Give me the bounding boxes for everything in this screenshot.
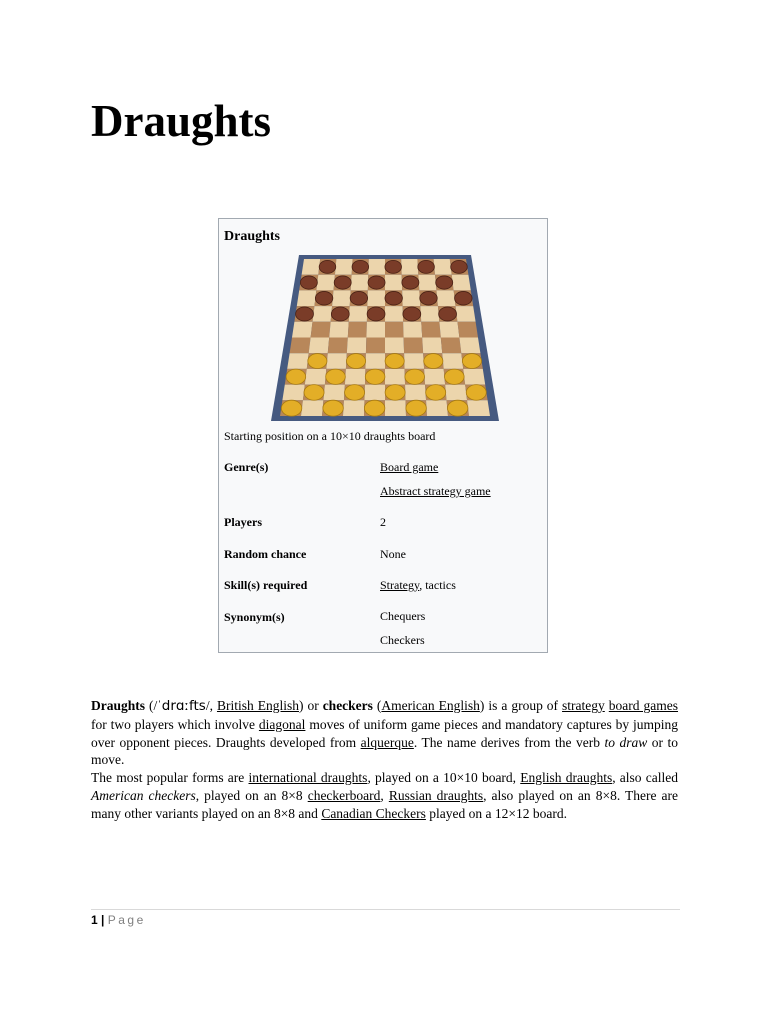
board-square xyxy=(367,290,385,306)
dark-piece xyxy=(385,260,402,273)
board-square xyxy=(420,306,439,322)
board-square xyxy=(332,290,351,306)
light-piece xyxy=(346,354,365,369)
board-square xyxy=(385,338,404,354)
board-square xyxy=(290,338,311,354)
board-square xyxy=(403,322,422,338)
dark-piece xyxy=(334,276,351,289)
american-english-link[interactable]: American English xyxy=(381,698,480,713)
dark-piece xyxy=(352,260,369,273)
board-square xyxy=(439,322,459,338)
infobox xyxy=(218,218,548,653)
board-square xyxy=(311,322,331,338)
board-square xyxy=(326,353,347,369)
dark-piece xyxy=(331,307,349,321)
light-piece xyxy=(406,400,426,416)
board-square xyxy=(351,275,369,291)
board-square xyxy=(404,353,424,369)
american-checkers-italic: American checkers xyxy=(91,787,196,803)
synonym-checkers: Checkers xyxy=(380,633,425,647)
light-piece xyxy=(308,354,327,369)
board-square xyxy=(302,259,321,275)
text-comma: , xyxy=(380,787,389,803)
board-square xyxy=(441,338,462,354)
strategy-link[interactable]: Strategy xyxy=(380,578,420,592)
board-square xyxy=(422,338,442,354)
document-title: Draughts xyxy=(91,96,272,146)
board-square xyxy=(347,338,367,354)
board-square xyxy=(418,275,436,291)
text-played-8: , played on an 8×8 xyxy=(195,787,308,803)
board-square xyxy=(401,259,418,275)
board-square xyxy=(297,290,317,306)
text-is-group: ) is a group of xyxy=(479,698,563,713)
text-or-to-move: or to move. xyxy=(91,734,679,768)
text-name-derives: . The name derives from the verb xyxy=(413,734,605,750)
board-square xyxy=(421,322,441,338)
paragraph-forms xyxy=(91,769,678,822)
light-piece xyxy=(447,400,467,416)
board-square xyxy=(328,338,348,354)
dark-piece xyxy=(315,291,332,305)
board-square xyxy=(323,385,344,401)
dark-piece xyxy=(368,276,385,289)
text-most-popular: The most popular forms are xyxy=(91,770,249,786)
board-square xyxy=(404,338,424,354)
text-for-two: for two players which involve xyxy=(91,716,259,732)
random-chance-value: None xyxy=(380,547,406,561)
dark-piece xyxy=(451,260,468,273)
board-square xyxy=(452,275,471,291)
board-square xyxy=(456,306,476,322)
board-square xyxy=(463,369,485,385)
board-square xyxy=(345,369,366,385)
term-checkers: checkers xyxy=(322,698,373,713)
dark-piece xyxy=(418,260,435,273)
board-square xyxy=(385,275,402,291)
dark-piece xyxy=(319,260,336,273)
body-text xyxy=(91,697,678,823)
english-draughts-link[interactable]: English draughts xyxy=(520,770,613,786)
text-played-10: , played on a 10×10 board, xyxy=(367,770,521,786)
page-label: Page xyxy=(107,913,146,927)
board-square xyxy=(436,290,455,306)
canadian-checkers-link[interactable]: Canadian Checkers xyxy=(321,805,426,821)
light-piece xyxy=(385,354,404,369)
board-square xyxy=(329,322,349,338)
dark-piece xyxy=(436,276,453,289)
light-piece xyxy=(286,369,306,384)
diagonal-link[interactable]: diagonal xyxy=(258,716,306,732)
board-square xyxy=(365,353,385,369)
text-also-played: , also played on an 8×8. There are many other variants played on an 8×8 and xyxy=(91,787,678,821)
board-square xyxy=(301,400,323,416)
dark-piece xyxy=(385,291,402,305)
ipa-open: (/ˈ xyxy=(145,698,162,713)
row-label-synonyms: Synonym(s) xyxy=(224,610,285,624)
light-piece xyxy=(304,385,324,401)
dark-piece xyxy=(350,291,367,305)
alquerque-link[interactable]: alquerque xyxy=(360,734,414,750)
light-piece xyxy=(365,369,385,384)
russian-draughts-link[interactable]: Russian draughts xyxy=(388,787,484,803)
skills-rest: , tactics xyxy=(419,578,456,592)
board-square xyxy=(385,400,406,416)
light-piece xyxy=(281,400,301,416)
draughts-board-image xyxy=(271,255,499,422)
ipa-pronunciation: drɑːfts xyxy=(161,698,206,714)
light-piece xyxy=(444,369,464,384)
board-square xyxy=(385,322,404,338)
row-label-random-chance: Random chance xyxy=(224,547,307,561)
strategy-body-link[interactable]: strategy xyxy=(562,698,605,713)
paragraph-intro xyxy=(91,697,678,769)
light-piece xyxy=(462,354,481,369)
dark-piece xyxy=(300,276,317,289)
board-square xyxy=(366,322,385,338)
board-square xyxy=(442,353,463,369)
light-piece xyxy=(424,354,443,369)
board-square xyxy=(467,400,490,416)
footer-divider xyxy=(91,909,680,910)
text-moves: moves of uniform game pieces and mandatory captures by jumping over opponent pieces. Draughts developed from xyxy=(91,716,678,750)
board-square xyxy=(349,306,368,322)
footer-separator: | xyxy=(97,913,108,927)
board-square xyxy=(434,259,452,275)
genre-abstract-strategy-link[interactable]: Abstract strategy game xyxy=(380,484,491,498)
light-piece xyxy=(345,385,365,401)
dark-piece xyxy=(367,307,385,321)
text-also-called: , also called xyxy=(612,770,678,786)
board-square xyxy=(282,385,304,401)
board-square xyxy=(368,259,385,275)
text-played-12: played on a 12×12 board. xyxy=(425,805,567,821)
text-open-paren: ( xyxy=(372,698,382,713)
light-piece xyxy=(466,385,486,401)
board-square xyxy=(445,385,467,401)
board-square xyxy=(426,400,448,416)
row-label-players: Players xyxy=(224,515,262,529)
dark-piece xyxy=(402,276,419,289)
board-square xyxy=(343,400,364,416)
to-draw-italic: to draw xyxy=(604,734,648,750)
board-square xyxy=(402,290,420,306)
board-games-link[interactable]: board games xyxy=(608,698,679,713)
board-square xyxy=(309,338,330,354)
board-square xyxy=(459,338,480,354)
dark-piece xyxy=(296,307,314,321)
text-or: ) or xyxy=(298,698,323,713)
board-square xyxy=(316,275,335,291)
board-square xyxy=(385,306,403,322)
page-footer xyxy=(91,913,146,927)
light-piece xyxy=(385,385,405,401)
board-square xyxy=(287,353,308,369)
board-square xyxy=(335,259,353,275)
board-square xyxy=(424,369,445,385)
row-label-skills: Skill(s) required xyxy=(224,578,308,592)
players-value: 2 xyxy=(380,515,386,529)
board-square xyxy=(364,385,385,401)
board-square xyxy=(366,338,385,354)
term-draughts: Draughts xyxy=(91,698,146,713)
synonym-chequers: Chequers xyxy=(380,609,426,623)
board-square xyxy=(385,369,405,385)
ipa-close: /, xyxy=(205,698,217,713)
light-piece xyxy=(364,400,384,416)
light-piece xyxy=(405,369,425,384)
skills-value xyxy=(380,578,456,593)
infobox-title: Draughts xyxy=(224,229,281,244)
genre-board-game-link[interactable]: Board game xyxy=(380,460,439,474)
dark-piece xyxy=(439,307,457,321)
british-english-link[interactable]: British English xyxy=(216,698,299,713)
light-piece xyxy=(426,385,446,401)
international-draughts-link[interactable]: international draughts xyxy=(248,770,368,786)
checkerboard-link[interactable]: checkerboard xyxy=(307,787,381,803)
dark-piece xyxy=(455,291,472,305)
board-square xyxy=(405,385,426,401)
page-number: 1 xyxy=(91,913,98,927)
infobox-caption: Starting position on a 10×10 draughts board xyxy=(224,429,436,443)
light-piece xyxy=(323,400,343,416)
board-square xyxy=(305,369,326,385)
board-square xyxy=(457,322,478,338)
board-square xyxy=(292,322,313,338)
board-square xyxy=(348,322,367,338)
dark-piece xyxy=(403,307,421,321)
board-square xyxy=(313,306,333,322)
light-piece xyxy=(326,369,346,384)
row-label-genres: Genre(s) xyxy=(224,460,269,474)
dark-piece xyxy=(420,291,437,305)
